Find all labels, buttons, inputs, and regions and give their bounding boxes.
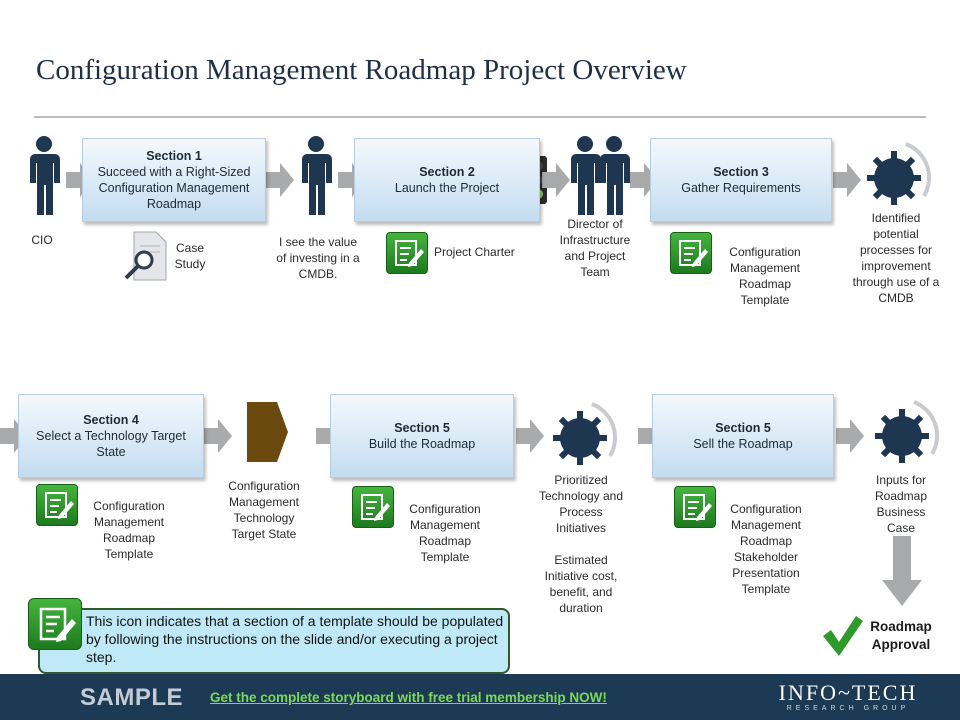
team-person-icon <box>571 136 630 215</box>
section-text: Gather Requirements <box>681 181 801 195</box>
prioritized-initiatives-label: Prioritized Technology and Process Initiatives <box>538 473 624 535</box>
checkmark-icon <box>823 616 863 656</box>
case-study-label: Case Study <box>174 241 206 271</box>
arrow-icon <box>836 419 864 453</box>
pentagon-icon <box>247 402 288 462</box>
brand-name: INFO~TECH <box>778 680 918 705</box>
inputs-business-case-label: Inputs for Roadmap Business Case <box>874 473 928 535</box>
section-5-sell-box[interactable] <box>652 394 834 478</box>
section-heading: Section 4 <box>83 413 139 427</box>
template-icon <box>36 484 78 526</box>
section-text: Select a Technology Target State <box>36 429 186 459</box>
arrow-icon <box>516 419 544 453</box>
cio-label: CIO <box>31 233 53 247</box>
cio-quote-person-icon <box>302 136 332 215</box>
section-4-template-label: Configuration Management Roadmap Template <box>93 499 165 561</box>
section-text: Succeed with a Right-Sized Configuration Management Roadmap <box>97 165 251 211</box>
brand-subtitle: RESEARCH GROUP <box>786 705 910 712</box>
section-heading: Section 2 <box>419 165 475 179</box>
section-heading: Section 1 <box>146 149 202 163</box>
section-2-box[interactable] <box>354 138 540 222</box>
section-heading: Section 5 <box>394 421 450 435</box>
sample-label: SAMPLE <box>80 684 184 711</box>
roadmap-approval-label: Roadmap Approval <box>870 619 932 652</box>
section-text: Sell the Roadmap <box>693 437 793 451</box>
cio-person-icon <box>30 136 60 215</box>
technology-target-state-label: Configuration Management Technology Target State <box>228 479 300 541</box>
section-text: Launch the Project <box>394 181 500 195</box>
down-arrow-icon <box>882 536 922 606</box>
arrow-icon <box>833 163 861 197</box>
section-4-box[interactable] <box>18 394 204 478</box>
identified-processes-label: Identified potential processes for improvement through use of a CMDB <box>852 211 940 305</box>
estimated-initiative-label: Estimated Initiative cost, benefit, and duration <box>544 553 618 615</box>
arrow-icon <box>204 419 232 453</box>
arrow-icon <box>266 163 294 197</box>
team-label: Director of Infrastructure and Project Team <box>559 217 631 279</box>
brand-logo <box>766 682 930 713</box>
section-5-build-box[interactable] <box>330 394 514 478</box>
project-charter-label: Project Charter <box>434 245 515 259</box>
gear-icon <box>553 404 615 465</box>
section-5-sell-template-label: Configuration Management Roadmap Stakeholder Presentation Template <box>730 502 802 596</box>
section-heading: Section 3 <box>713 165 769 179</box>
template-icon <box>670 232 712 274</box>
cio-quote: I see the value of investing in a CMDB. <box>276 235 360 281</box>
template-icon <box>674 486 716 528</box>
gear-icon <box>867 144 929 205</box>
template-icon <box>386 232 428 274</box>
title-divider <box>34 116 926 118</box>
gear-icon <box>875 402 937 463</box>
page-title: Configuration Management Roadmap Project Overview <box>36 54 687 86</box>
case-study-icon <box>122 230 170 282</box>
legend-callout-text: This icon indicates that a section of a template should be populated by following the instructions on the slide and/or executing a project step. <box>86 613 504 665</box>
template-icon <box>28 598 82 650</box>
section-text: Build the Roadmap <box>368 437 476 451</box>
template-icon <box>352 486 394 528</box>
section-5-build-template-label: Configuration Management Roadmap Template <box>409 502 481 564</box>
section-3-box[interactable] <box>650 138 832 222</box>
section-heading: Section 5 <box>715 421 771 435</box>
requirements-template-label: Configuration Management Roadmap Template <box>729 245 801 307</box>
free-trial-link[interactable]: Get the complete storyboard with free trial membership NOW! <box>210 690 607 705</box>
section-1-box[interactable] <box>82 138 266 222</box>
